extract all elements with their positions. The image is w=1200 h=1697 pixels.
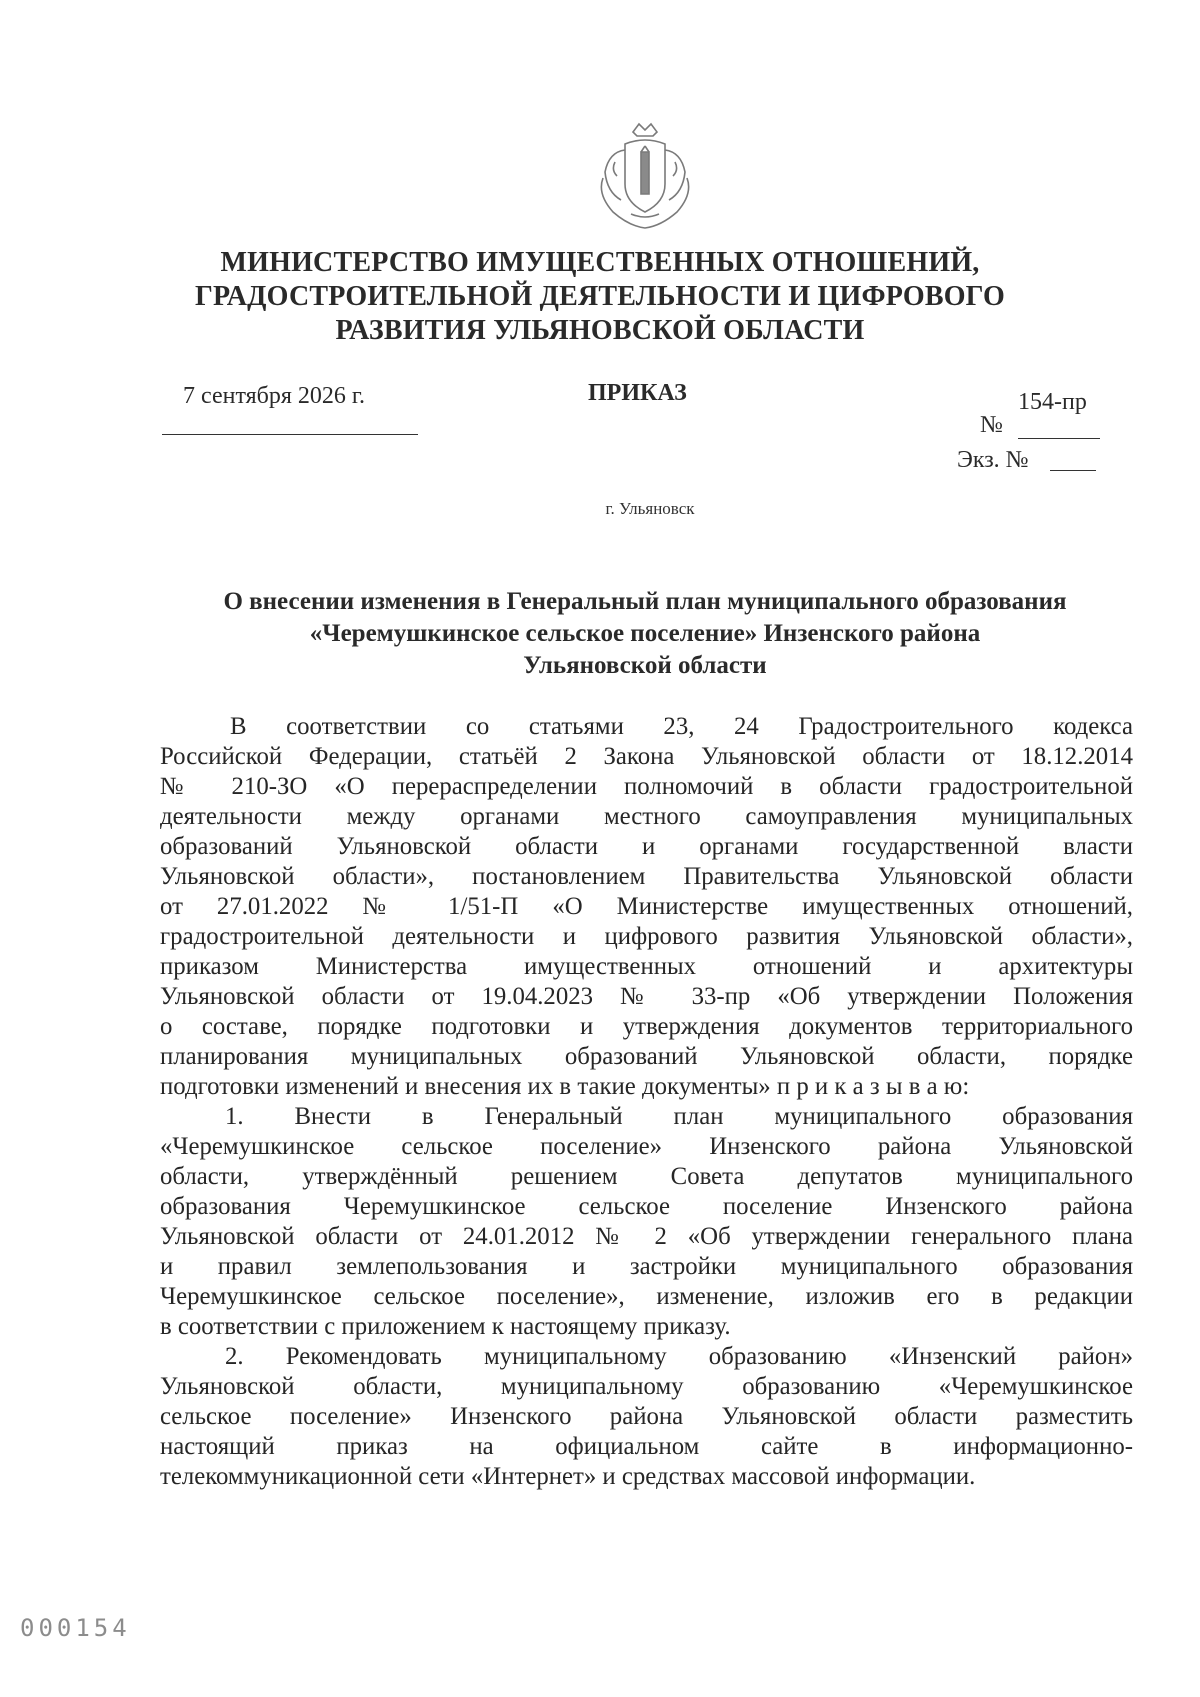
- body-line: Ульяновской области», постановлением Правительства Ульяновской области: [160, 863, 1133, 890]
- item-1-line: Черемушкинское сельское поселение», изменение, изложив его в редакции: [160, 1283, 1133, 1310]
- body-line: планирования муниципальных образований Ульяновской области, порядке: [160, 1043, 1133, 1070]
- ministry-line-3: РАЗВИТИЯ УЛЬЯНОВСКОЙ ОБЛАСТИ: [335, 315, 865, 346]
- number-underline: [1018, 438, 1100, 439]
- order-date: 7 сентября 2026 г.: [183, 383, 366, 409]
- city: г. Ульяновск: [605, 499, 695, 518]
- serial-stamp: 000154: [20, 1614, 131, 1642]
- order-subject: [150, 586, 1140, 682]
- body-line: образований Ульяновской области и органами государственной власти: [160, 833, 1133, 860]
- ministry-line-2: ГРАДОСТРОИТЕЛЬНОЙ ДЕЯТЕЛЬНОСТИ И ЦИФРОВОГО: [195, 281, 1005, 312]
- date-underline: [162, 434, 418, 435]
- body-line: приказом Министерства имущественных отношений и архитектуры: [160, 953, 1133, 980]
- item-1-line: и правил землепользования и застройки муниципального образования: [160, 1253, 1133, 1280]
- item-1-line: образования Черемушкинское сельское поселение Инзенского района: [160, 1193, 1133, 1220]
- item-1-line: «Черемушкинское сельское поселение» Инзенского района Ульяновской: [160, 1133, 1133, 1160]
- item-1-line: 1. Внести в Генеральный план муниципального образования: [225, 1103, 1133, 1130]
- ministry-name: [150, 246, 1050, 348]
- body-line: № 210-ЗО «О перераспределении полномочий в области градостроительной: [160, 773, 1133, 800]
- item-2-line: телекоммуникационной сети «Интернет» и средствах массовой информации.: [160, 1463, 976, 1490]
- subject-line-1: О внесении изменения в Генеральный план муниципального образования: [223, 588, 1067, 615]
- subject-line-2: «Черемушкинское сельское поселение» Инзенского района: [309, 620, 981, 647]
- body-line: В соответствии со статьями 23, 24 Градостроительного кодекса: [230, 713, 1133, 740]
- body-line: Российской Федерации, статьёй 2 Закона Ульяновской области от 18.12.2014: [160, 743, 1133, 770]
- body-line: градостроительной деятельности и цифрового развития Ульяновской области»,: [160, 923, 1133, 950]
- body-line: подготовки изменений и внесения их в такие документы» п р и к а з ы в а ю:: [160, 1073, 970, 1100]
- item-1-line: области, утверждённый решением Совета депутатов муниципального: [160, 1163, 1133, 1190]
- item-2-line: 2. Рекомендовать муниципальному образованию «Инзенский район»: [225, 1343, 1133, 1370]
- item-2-line: настоящий приказ на официальном сайте в информационно-: [160, 1433, 1133, 1460]
- document-type: ПРИКАЗ: [588, 380, 687, 406]
- copy-number-underline: [1050, 470, 1096, 471]
- ministry-line-1: МИНИСТЕРСТВО ИМУЩЕСТВЕННЫХ ОТНОШЕНИЙ,: [220, 247, 980, 278]
- coat-of-arms-icon: [595, 122, 695, 232]
- subject-line-3: Ульяновской области: [523, 652, 767, 679]
- body-line: о составе, порядке подготовки и утверждения документов территориального: [160, 1013, 1133, 1040]
- order-number: 154-пр: [1018, 389, 1087, 415]
- body-line: Ульяновской области от 19.04.2023 № 33-пр «Об утверждении Положения: [160, 983, 1133, 1010]
- order-body: [160, 712, 1133, 1492]
- number-sign: №: [980, 412, 1003, 438]
- item-2-line: сельское поселение» Инзенского района Ульяновской области разместить: [160, 1403, 1133, 1430]
- body-line: от 27.01.2022 № 1/51-П «О Министерстве имущественных отношений,: [160, 893, 1133, 920]
- copy-number-label: Экз. №: [957, 447, 1029, 473]
- item-2-line: Ульяновской области, муниципальному образованию «Черемушкинское: [160, 1373, 1133, 1400]
- item-1-line: в соответствии с приложением к настоящему приказу.: [160, 1313, 731, 1340]
- body-line: деятельности между органами местного самоуправления муниципальных: [160, 803, 1133, 830]
- item-1-line: Ульяновской области от 24.01.2012 № 2 «Об утверждении генерального плана: [160, 1223, 1133, 1250]
